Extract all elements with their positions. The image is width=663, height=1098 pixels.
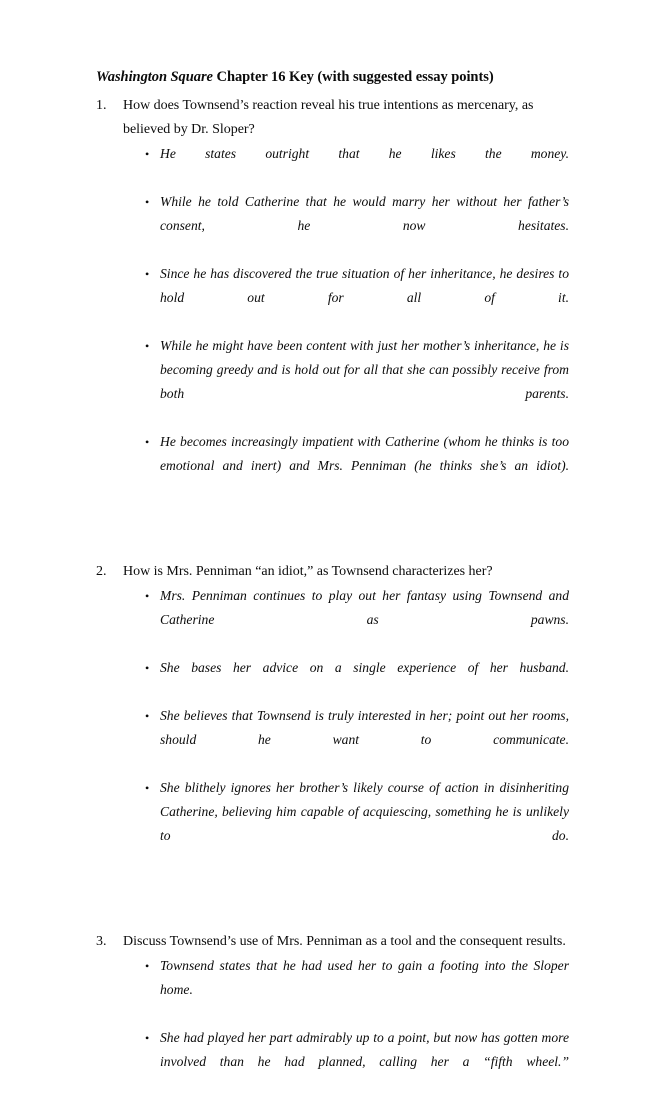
answer-bullet-text: Since he has discovered the true situation of her inheritance, he desires to hold out for all of it.	[160, 266, 569, 305]
answer-bullet-list	[123, 584, 569, 872]
answer-bullet-item	[123, 190, 569, 262]
question-number: 2.	[96, 564, 107, 579]
answer-bullet-text: He states outright that he likes the money.	[160, 146, 569, 161]
answer-bullet-text: While he might have been content with just her mother’s inheritance, he is becoming greedy and is hold out for all that she can possibly receive from both parents.	[160, 338, 569, 401]
answer-bullet-item	[123, 262, 569, 334]
answer-bullet-item	[123, 656, 569, 704]
answer-bullet-item	[123, 776, 569, 872]
question-item	[96, 560, 569, 872]
question-prompt: Discuss Townsend’s use of Mrs. Penniman as a tool and the consequent results.	[123, 934, 566, 949]
bullet-point-icon: •	[145, 709, 150, 723]
bullet-point-icon: •	[145, 339, 150, 353]
bullet-point-icon: •	[145, 589, 150, 603]
question-number: 3.	[96, 934, 107, 949]
question-list	[96, 94, 569, 1098]
bullet-point-icon: •	[145, 781, 150, 795]
answer-bullet-item	[123, 334, 569, 430]
question-number: 1.	[96, 98, 107, 113]
answer-bullet-item	[123, 954, 569, 1026]
bullet-point-icon: •	[145, 661, 150, 675]
answer-bullet-item	[123, 584, 569, 656]
bullet-point-icon: •	[145, 147, 150, 161]
bullet-point-icon: •	[145, 1031, 150, 1045]
document-body	[96, 66, 569, 1098]
bullet-point-icon: •	[145, 435, 150, 449]
page-title-rest: Chapter 16 Key (with suggested essay points)	[212, 69, 494, 85]
bullet-point-icon: •	[145, 959, 150, 973]
answer-bullet-text: Townsend states that he had used her to gain a footing into the Sloper home.	[160, 958, 569, 997]
answer-bullet-item	[123, 430, 569, 502]
page-title	[96, 66, 569, 88]
answer-bullet-list	[123, 954, 569, 1098]
bullet-point-icon: •	[145, 267, 150, 281]
answer-bullet-text: She believes that Townsend is truly interested in her; point out her rooms, should he want to communicate.	[160, 708, 569, 747]
answer-bullet-item	[123, 142, 569, 190]
question-item	[96, 94, 569, 502]
answer-bullet-text: Mrs. Penniman continues to play out her fantasy using Townsend and Catherine as pawns.	[160, 588, 569, 627]
answer-bullet-list	[123, 142, 569, 502]
answer-bullet-item	[123, 704, 569, 776]
answer-bullet-text: He becomes increasingly impatient with Catherine (whom he thinks is too emotional and inert) and Mrs. Penniman (he thinks she’s an idiot).	[160, 434, 569, 473]
question-prompt: How does Townsend’s reaction reveal his true intentions as mercenary, as believed by Dr. Sloper?	[123, 98, 534, 137]
answer-bullet-text: While he told Catherine that he would marry her without her father’s consent, he now hesitates.	[160, 194, 569, 233]
page-title-work: Washington Square	[96, 69, 213, 85]
question-prompt: How is Mrs. Penniman “an idiot,” as Townsend characterizes her?	[123, 564, 493, 579]
answer-bullet-item	[123, 1026, 569, 1098]
answer-bullet-text: She bases her advice on a single experience of her husband.	[160, 660, 569, 675]
answer-bullet-text: She had played her part admirably up to a point, but now has gotten more involved than he had planned, calling her a “fifth wheel.”	[160, 1030, 569, 1069]
answer-bullet-text: She blithely ignores her brother’s likely course of action in disinheriting Catherine, believing him capable of acquiescing, something he is unlikely to do.	[160, 780, 569, 843]
bullet-point-icon: •	[145, 195, 150, 209]
question-item	[96, 930, 569, 1098]
